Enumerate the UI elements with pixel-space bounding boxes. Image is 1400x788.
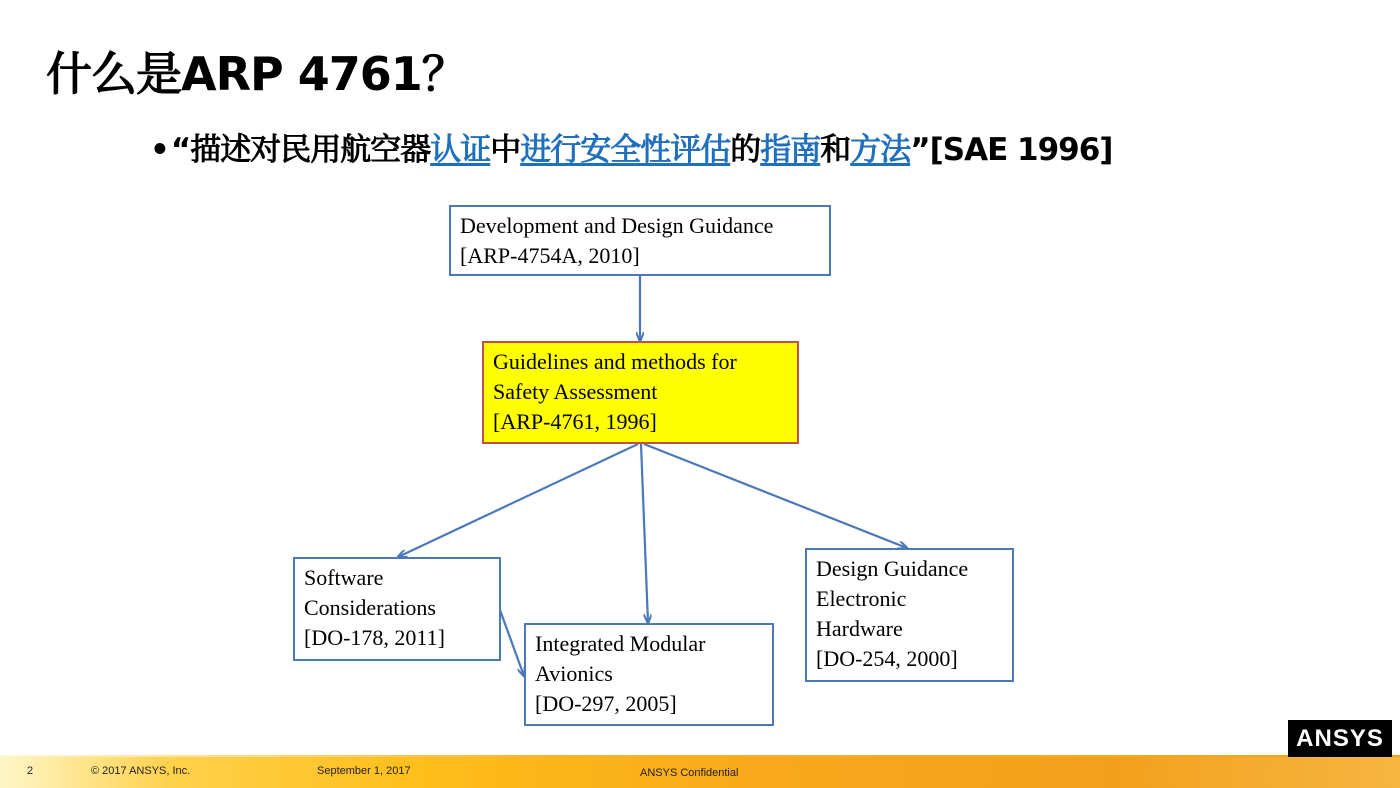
box-line: Hardware bbox=[816, 616, 903, 641]
box-line: [DO-178, 2011] bbox=[304, 625, 445, 650]
box-safety-assessment bbox=[482, 341, 799, 444]
box-line: Guidelines and methods for bbox=[493, 349, 737, 374]
bullet-segment: 和 bbox=[820, 132, 851, 168]
box-line: Avionics bbox=[535, 661, 613, 686]
ansys-logo: ANSYS bbox=[1288, 720, 1392, 757]
box-line: Integrated Modular bbox=[535, 631, 706, 656]
box-line: [DO-297, 2005] bbox=[535, 691, 677, 716]
box-line: [ARP-4761, 1996] bbox=[493, 409, 657, 434]
bullet-keyword: 认证 bbox=[430, 132, 491, 168]
arrow-software-to-ima bbox=[500, 610, 524, 676]
arrow-center-to-hardware bbox=[644, 444, 907, 548]
bullet-segment: 的 bbox=[730, 132, 761, 168]
box-line: Development and Design Guidance bbox=[460, 213, 774, 238]
bullet-keyword: 方法 bbox=[850, 132, 911, 168]
footer-page-number: 2 bbox=[27, 765, 34, 777]
box-line: Design Guidance bbox=[816, 556, 969, 581]
box-line: [ARP-4754A, 2010] bbox=[460, 243, 640, 268]
footer-date: September 1, 2017 bbox=[317, 765, 411, 777]
slide-title: 什么是ARP 4761？ bbox=[46, 47, 467, 101]
box-line: Electronic bbox=[816, 586, 907, 611]
arrow-center-to-software bbox=[398, 444, 638, 557]
box-development-guidance bbox=[449, 205, 831, 276]
box-line: Considerations bbox=[304, 595, 436, 620]
footer-confidential: ANSYS Confidential bbox=[640, 767, 739, 779]
box-line: [DO-254, 2000] bbox=[816, 646, 958, 671]
bullet-segment: “描述对民用航空器 bbox=[170, 132, 431, 168]
box-line: Software bbox=[304, 565, 384, 590]
bullet-segment: ”[SAE 1996] bbox=[910, 132, 1113, 168]
bullet-segment: 中 bbox=[490, 132, 521, 168]
box-electronic-hardware bbox=[805, 548, 1014, 682]
arrow-center-to-ima bbox=[641, 444, 648, 623]
box-software-considerations bbox=[293, 557, 501, 661]
bullet-marker: • bbox=[150, 132, 169, 168]
box-line: Safety Assessment bbox=[493, 379, 658, 404]
bullet-keyword: 指南 bbox=[760, 132, 821, 168]
bullet-keyword: 进行安全性评估 bbox=[520, 132, 731, 168]
footer-copyright: © 2017 ANSYS, Inc. bbox=[91, 765, 191, 777]
box-integrated-modular-avionics bbox=[524, 623, 774, 726]
